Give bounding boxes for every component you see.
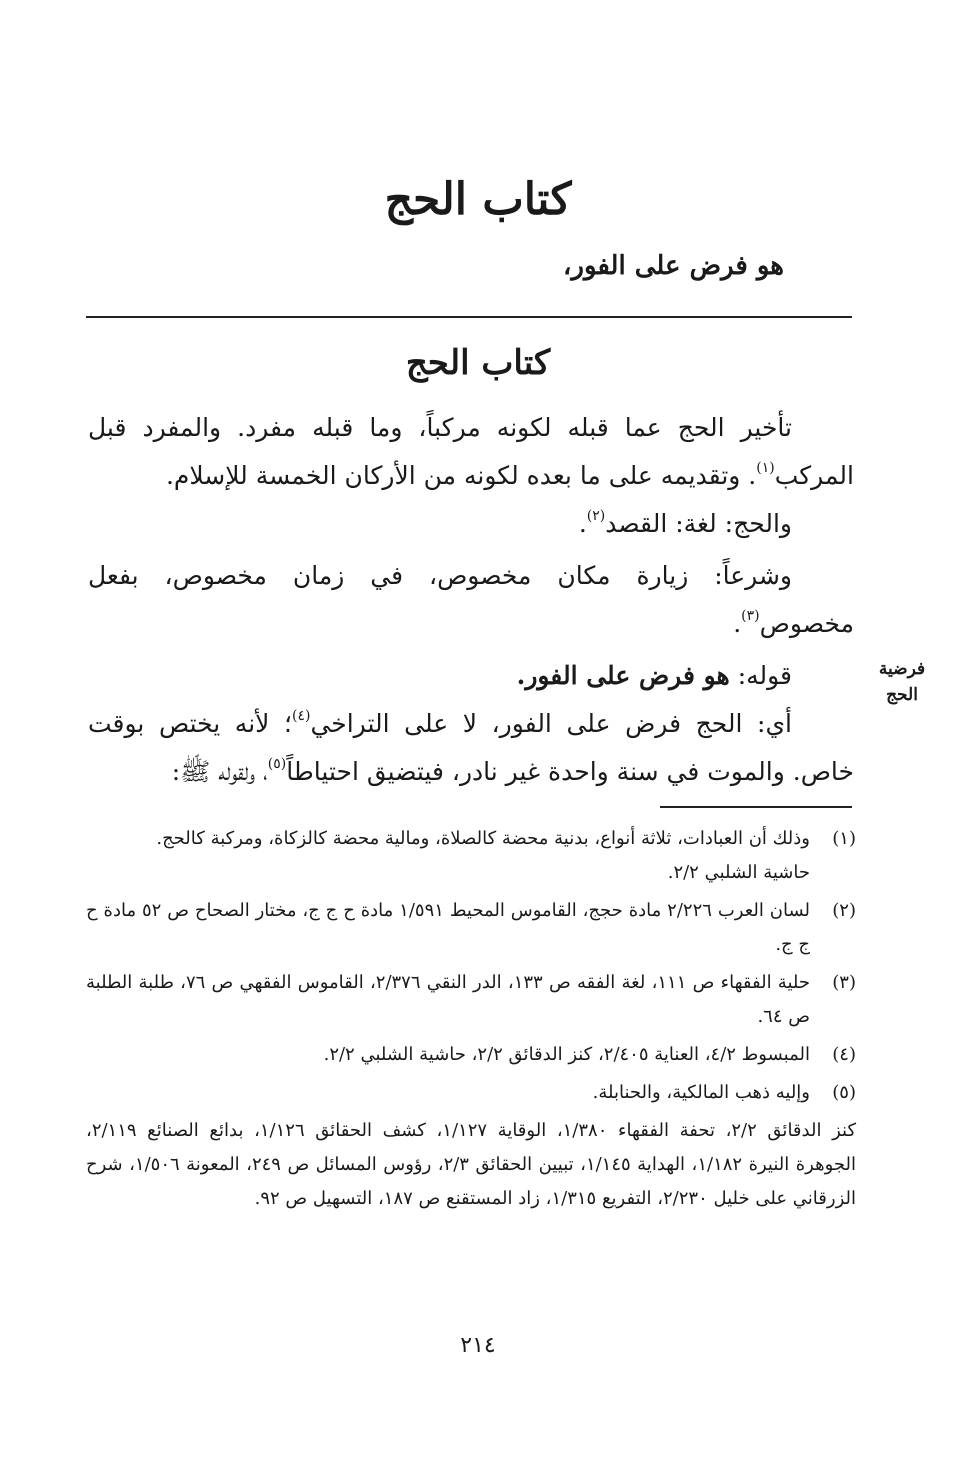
footnote-5 [86, 1076, 856, 1110]
footnote-number: (٢) [832, 900, 856, 921]
footnote-4 [86, 1038, 856, 1072]
footnote-2 [86, 894, 856, 962]
paragraph-2-text-b: . [578, 509, 587, 538]
paragraph-5-text-b: ؛ لأنه يختص بوقت خاص. والموت في سنة واحدة غير نادر، فيتضيق احتياطاً [88, 709, 854, 786]
paragraph-5-text-a: أي: الحج فرض على الفور، لا على التراخي [310, 709, 792, 738]
commentary-title: كتاب الحج [405, 343, 551, 383]
margin-note-line-2: الحج [886, 685, 918, 705]
footnote-divider [660, 806, 852, 808]
paragraph-5 [88, 700, 854, 796]
paragraph-1 [88, 404, 854, 500]
paragraph-3-text-b: . [733, 609, 742, 638]
footnote-ref-4: (٤) [291, 708, 311, 724]
footnote-continuation: كنز الدقائق ٢/٢، تحفة الفقهاء ١/٣٨٠، الوقاية ١/١٢٧، كشف الحقائق ١/١٢٦، بدائع الصنائع ٢/١١٩، الجوهرة النيرة ١/١٨٢، الهداية ١/١٤٥، تبيين الحقائق ٢/٣، رؤوس المسائل ص ٢٤٩، المعونة ١/٥٠٦، شرح الزرقاني على خليل ٢/٢٣٠، التفريع ١/٣١٥، زاد المستقنع ص ١٨٧، التسهيل ص ٩٢. [86, 1120, 857, 1209]
paragraph-5-text-c: ، ولقوله ﷺ: [171, 757, 268, 786]
commentary-body [88, 404, 854, 796]
footnote-text: وذلك أن العبادات، ثلاثة أنواع، بدنية محضة كالصلاة، ومالية محضة كالزكاة، ومركبة كالحج. [156, 828, 810, 849]
margin-note [866, 656, 938, 708]
margin-note-line-1: فرضية [878, 659, 926, 679]
paragraph-4-lead: قوله: [737, 661, 792, 690]
footnote-text: لسان العرب ٢/٢٢٦ مادة حجج، القاموس المحيط ١/٥٩١ مادة ح ج ج، مختار الصحاح ص ٥٢ مادة ح ج ج. [86, 900, 811, 955]
page-number: ٢١٤ [460, 1333, 496, 1358]
footnote-text: وإليه ذهب المالكية، والحنابلة. [592, 1082, 810, 1103]
paragraph-4-quote: هو فرض على الفور. [516, 661, 730, 690]
footnote-ref-3: (٣) [741, 608, 760, 624]
footnote-number: (٤) [832, 1044, 856, 1065]
footnote-ref-1: (١) [756, 460, 775, 476]
footnote-number: (٥) [832, 1082, 856, 1103]
footnote-ref-5: (٥) [267, 756, 287, 772]
paragraph-3-text-a: وشرعاً: زيارة مكان مخصوص، في زمان مخصوص، بفعل مخصوص [88, 561, 854, 638]
footnote-text: حلية الفقهاء ص ١١١، لغة الفقه ص ١٣٣، الدر النقي ٢/٣٧٦، القاموس الفقهي ص ٧٦، طلبة الطلبة ص ٦٤. [86, 972, 810, 1027]
footnote-ref-2: (٢) [586, 508, 606, 524]
footnote-3 [86, 966, 856, 1034]
footnote-1 [86, 822, 856, 890]
footnote-number: (١) [832, 828, 856, 849]
paragraph-4 [88, 652, 854, 700]
header-divider [86, 316, 852, 318]
footnote-text: المبسوط ٤/٢، العناية ٢/٤٠٥، كنز الدقائق ٢/٢، حاشية الشلبي ٢/٢. [323, 1044, 810, 1065]
chapter-title: كتاب الحج [384, 174, 572, 225]
paragraph-1-text-a: تأخير الحج عما قبله لكونه مركباً، وما قبله مفرد. والمفرد قبل المركب [88, 413, 854, 490]
paragraph-3 [88, 552, 854, 648]
paragraph-1-text-b: . وتقديمه على ما بعده لكونه من الأركان الخمسة للإسلام. [165, 461, 757, 490]
footnotes [86, 822, 856, 1216]
paragraph-2 [88, 500, 854, 548]
paragraph-2-text-a: والحج: لغة: القصد [605, 509, 792, 538]
matn-text: هو فرض على الفور، [563, 251, 784, 281]
footnote-number: (٣) [832, 972, 856, 993]
footnote-source: حاشية الشلبي ٢/٢. [667, 862, 810, 883]
